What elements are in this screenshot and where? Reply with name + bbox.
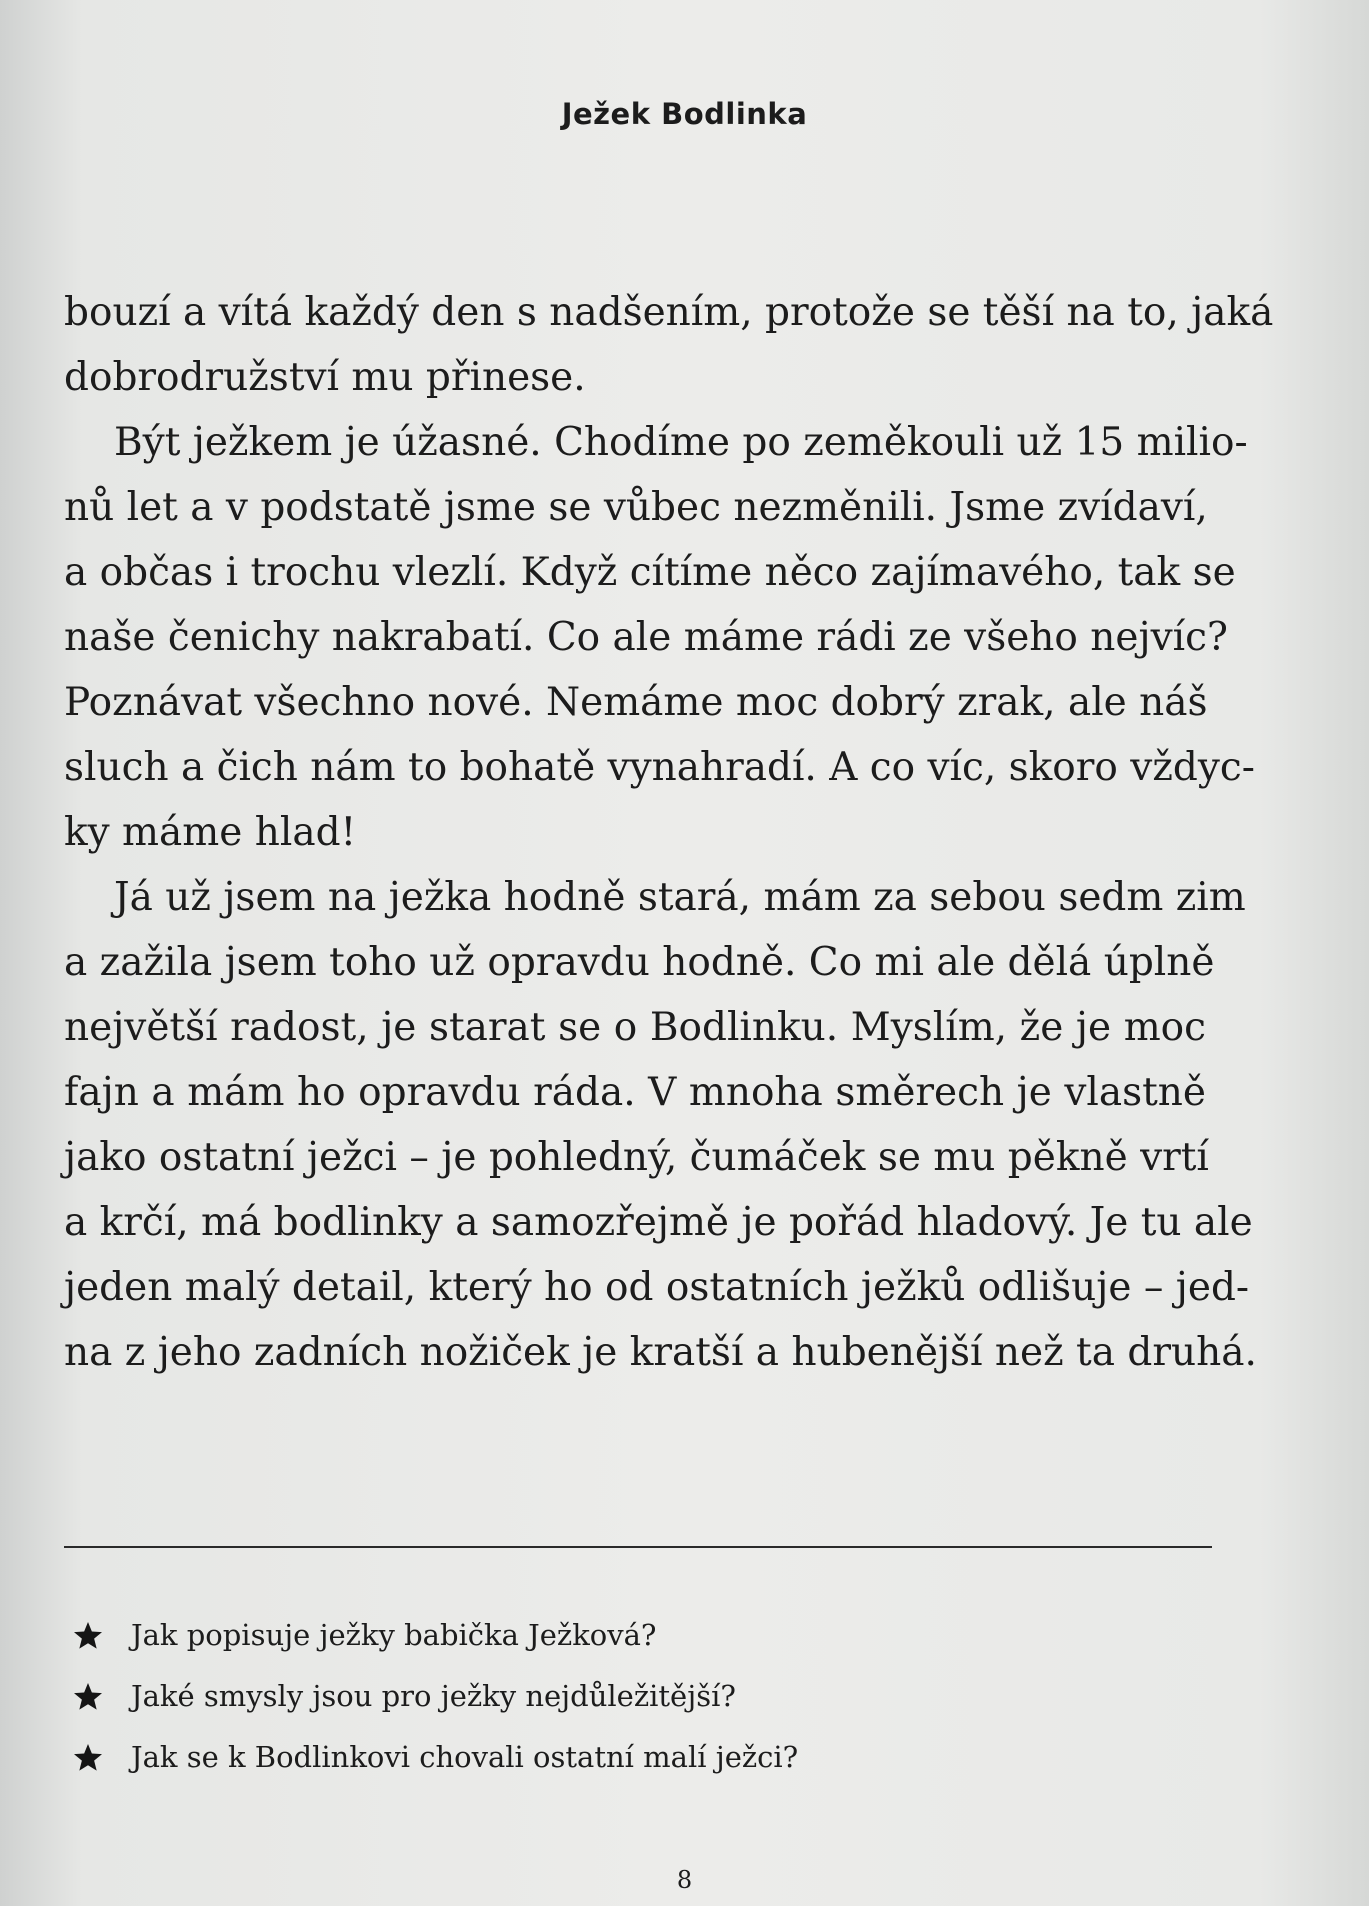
text-line: jako ostatní ježci – je pohledný, čumáček se mu pěkně vrtí (64, 1135, 1209, 1180)
text-line: dobrodružství mu přinese. (64, 355, 586, 400)
question-text: Jak se k Bodlinkovi chovali ostatní malí ježci? (131, 1740, 799, 1774)
page-number: 8 (676, 1866, 693, 1894)
text-line: bouzí a vítá každý den s nadšením, protože se těší na to, jaká (64, 290, 1274, 335)
question-item (72, 1666, 1172, 1727)
text-line: fajn a mám ho opravdu ráda. V mnoha směrech je vlastně (64, 1070, 1206, 1115)
text-line: na z jeho zadních nožiček je kratší a hubenější než ta druhá. (64, 1330, 1257, 1375)
text-line: Já už jsem na ježka hodně stará, mám za sebou sedm zim (114, 875, 1246, 920)
text-line: Poznávat všechno nové. Nemáme moc dobrý zrak, ale náš (64, 680, 1208, 725)
text-line: a občas i trochu vlezlí. Když cítíme něco zajímavého, tak se (64, 550, 1236, 595)
text-line: největší radost, je starat se o Bodlinku. Myslím, že je moc (64, 1005, 1206, 1050)
footnote-divider (64, 1546, 1212, 1548)
body-text (64, 280, 1274, 1385)
text-line: a zažila jsem toho už opravdu hodně. Co mi ale dělá úplně (64, 940, 1215, 985)
star-icon (72, 1742, 104, 1774)
star-icon (72, 1681, 104, 1713)
text-line: naše čenichy nakrabatí. Co ale máme rádi ze všeho nejvíc? (64, 615, 1228, 660)
running-title: Ježek Bodlinka (561, 97, 808, 131)
question-item (72, 1727, 1172, 1788)
question-item (72, 1605, 1172, 1666)
text-line: Být ježkem je úžasné. Chodíme po zeměkouli už 15 milio- (114, 420, 1248, 465)
question-text: Jaké smysly jsou pro ježky nejdůležitější? (131, 1679, 736, 1713)
question-list (72, 1605, 1172, 1788)
text-line: jeden malý detail, který ho od ostatních ježků odlišuje – jed- (64, 1265, 1250, 1310)
text-line: sluch a čich nám to bohatě vynahradí. A co víc, skoro vždyc- (64, 745, 1255, 790)
text-line: a krčí, má bodlinky a samozřejmě je pořád hladový. Je tu ale (64, 1200, 1253, 1245)
text-line: ky máme hlad! (64, 810, 357, 855)
text-line: nů let a v podstatě jsme se vůbec nezměnili. Jsme zvídaví, (64, 485, 1208, 530)
star-icon (72, 1620, 104, 1652)
question-text: Jak popisuje ježky babička Ježková? (131, 1618, 657, 1652)
